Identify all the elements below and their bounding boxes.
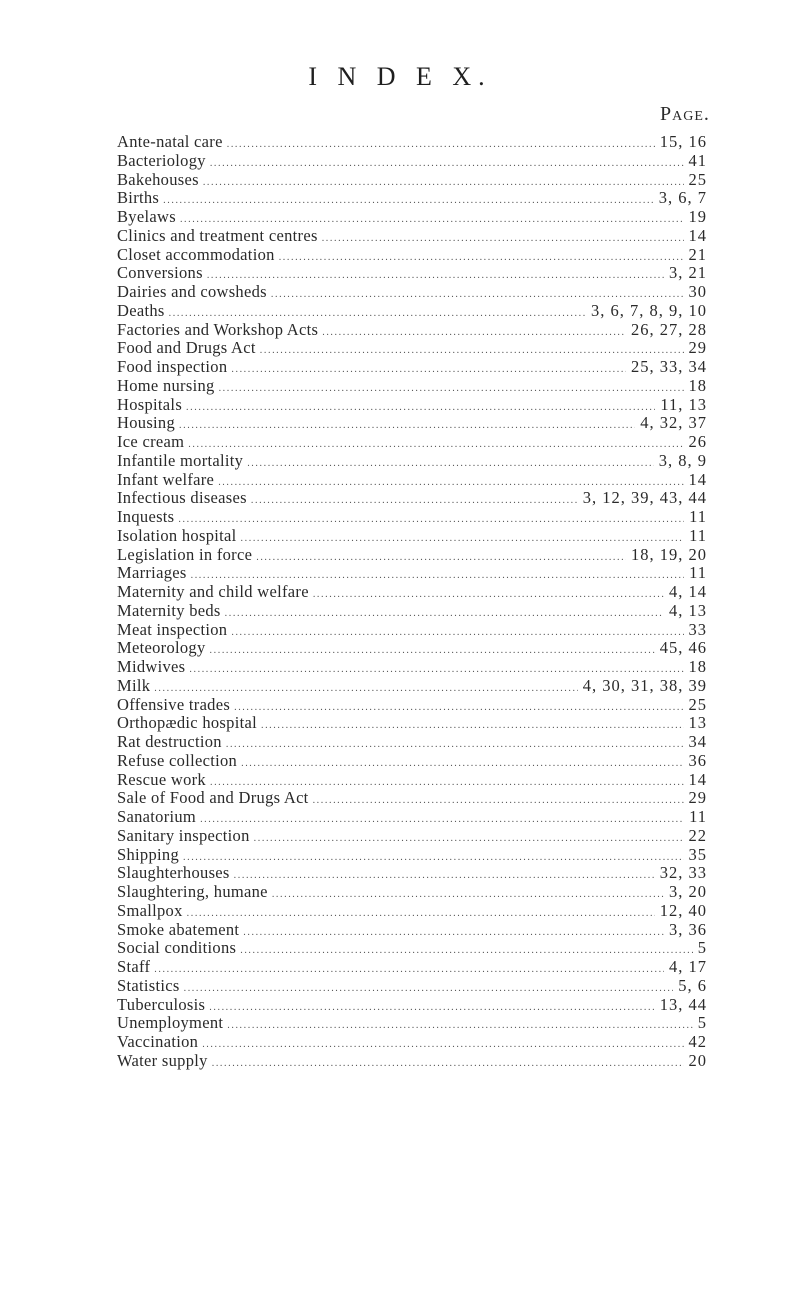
index-page-numbers: 5 <box>697 938 707 958</box>
index-entry <box>117 358 707 377</box>
index-entry <box>117 208 707 227</box>
index-term: Hospitals <box>117 394 183 414</box>
index-entry <box>117 508 707 527</box>
dot-leader <box>226 736 684 755</box>
index-term: Inquests <box>117 507 175 526</box>
dot-leader <box>231 361 626 380</box>
index-term: Offensive trades <box>117 694 231 714</box>
index-entry <box>117 846 707 865</box>
index-page-numbers: 3, 6, 7, 8, 9, 10 <box>591 300 707 320</box>
dot-leader <box>256 549 626 568</box>
index-page-numbers: 22 <box>688 825 707 845</box>
index-term: Rescue work <box>117 769 206 789</box>
index-page-numbers: 21 <box>688 244 707 264</box>
index-page-numbers: 32, 33 <box>659 863 707 883</box>
dot-leader <box>227 1017 693 1036</box>
index-entry <box>117 564 707 583</box>
dot-leader <box>210 642 655 661</box>
index-entry <box>117 583 707 602</box>
index-term: Midwives <box>117 657 186 676</box>
index-page-numbers: 18 <box>688 657 707 676</box>
dot-leader <box>241 530 685 549</box>
index-title: I N D E X. <box>308 62 492 91</box>
dot-leader <box>179 417 635 436</box>
index-term: Water supply <box>117 1050 208 1070</box>
index-page-numbers: 4, 32, 37 <box>640 413 707 433</box>
index-term: Marriages <box>117 563 187 583</box>
index-entry <box>117 696 707 715</box>
index-entry <box>117 733 707 752</box>
index-entry <box>117 939 707 958</box>
index-term: Housing <box>117 413 176 433</box>
index-list <box>117 133 707 1071</box>
dot-leader <box>184 980 674 999</box>
index-term: Bakehouses <box>117 169 199 189</box>
dot-leader <box>234 699 683 718</box>
index-entry <box>117 171 707 190</box>
index-page-numbers: 45, 46 <box>659 638 707 658</box>
index-page-numbers: 29 <box>688 788 707 808</box>
dot-leader <box>163 192 654 211</box>
index-page-numbers: 18, 19, 20 <box>631 544 707 564</box>
dot-leader <box>313 586 664 605</box>
index-page-numbers: 11 <box>689 525 707 545</box>
index-entry <box>117 546 707 565</box>
dot-leader <box>272 886 664 905</box>
index-entry <box>117 377 707 396</box>
index-term: Sanitary inspection <box>117 825 250 845</box>
dot-leader <box>200 811 684 830</box>
index-term: Vaccination <box>117 1032 199 1051</box>
index-entry <box>117 621 707 640</box>
index-term: Orthopædic hospital <box>117 713 257 733</box>
index-entry <box>117 414 707 433</box>
index-term: Unemployment <box>117 1013 224 1033</box>
index-entry <box>117 189 707 208</box>
index-term: Sanatorium <box>117 807 197 826</box>
index-term: Factories and Workshop Acts <box>117 319 319 339</box>
dot-leader <box>212 1055 684 1074</box>
index-term: Rat destruction <box>117 732 222 751</box>
index-page-numbers: 3, 21 <box>669 263 707 283</box>
index-entry <box>117 996 707 1015</box>
index-entry <box>117 714 707 733</box>
dot-leader <box>219 380 684 399</box>
index-term: Infant welfare <box>117 469 215 489</box>
index-entry <box>117 227 707 246</box>
dot-leader <box>261 717 684 736</box>
index-page-numbers: 26, 27, 28 <box>631 319 707 339</box>
index-term: Infectious diseases <box>117 488 247 508</box>
index-term: Food inspection <box>117 357 228 376</box>
dot-leader <box>254 830 684 849</box>
index-page-numbers: 13 <box>688 713 707 733</box>
index-page-numbers: 42 <box>688 1032 707 1051</box>
dot-leader <box>243 924 664 943</box>
index-entry <box>117 902 707 921</box>
dot-leader <box>231 624 683 643</box>
index-page-numbers: 36 <box>688 750 707 770</box>
index-page-numbers: 19 <box>688 207 707 226</box>
index-term: Staff <box>117 957 151 976</box>
index-entry <box>117 321 707 340</box>
index-page-numbers: 4, 30, 31, 38, 39 <box>582 675 707 695</box>
dot-leader <box>227 136 655 155</box>
index-entry <box>117 602 707 621</box>
index-page-numbers: 3, 8, 9 <box>658 450 707 470</box>
dot-leader <box>240 942 693 961</box>
dot-leader <box>322 324 626 343</box>
dot-leader <box>247 455 654 474</box>
dot-leader <box>322 230 684 249</box>
page-column-header: Page. <box>660 103 710 125</box>
index-page-numbers: 11 <box>689 807 707 826</box>
index-entry <box>117 808 707 827</box>
dot-leader <box>251 492 578 511</box>
index-term: Statistics <box>117 975 180 995</box>
index-page-numbers: 4, 14 <box>669 582 707 601</box>
index-term: Closet accommodation <box>117 244 275 264</box>
index-term: Conversions <box>117 263 203 283</box>
dot-leader <box>279 249 684 268</box>
index-term: Tuberculosis <box>117 994 206 1014</box>
index-entry <box>117 771 707 790</box>
index-entry <box>117 527 707 546</box>
index-page-numbers: 4, 17 <box>669 957 707 976</box>
index-page-numbers: 18 <box>688 375 707 395</box>
index-page-numbers: 13, 44 <box>659 994 707 1014</box>
index-page-numbers: 11, 13 <box>660 394 707 414</box>
index-page-numbers: 3, 20 <box>669 882 707 901</box>
index-page-numbers: 29 <box>688 338 707 358</box>
index-term: Smallpox <box>117 900 183 920</box>
index-page-numbers: 33 <box>688 619 707 639</box>
index-entry <box>117 396 707 415</box>
index-entry <box>117 264 707 283</box>
index-page-numbers: 25 <box>688 694 707 714</box>
index-page-numbers: 20 <box>688 1050 707 1070</box>
index-term: Maternity and child welfare <box>117 582 309 601</box>
index-term: Isolation hospital <box>117 525 237 545</box>
index-entry <box>117 677 707 696</box>
index-term: Bacteriology <box>117 150 206 170</box>
index-page-numbers: 3, 36 <box>669 919 707 939</box>
index-page-numbers: 14 <box>688 769 707 789</box>
index-term: Sale of Food and Drugs Act <box>117 788 309 808</box>
dot-leader <box>154 961 664 980</box>
index-entry <box>117 246 707 265</box>
index-term: Maternity beds <box>117 600 221 620</box>
index-entry <box>117 883 707 902</box>
index-page-numbers: 11 <box>689 507 707 526</box>
index-term: Ante-natal care <box>117 132 223 151</box>
index-entry <box>117 133 707 152</box>
index-term: Smoke abatement <box>117 919 240 939</box>
dot-leader <box>186 399 655 418</box>
index-page-numbers: 35 <box>688 844 707 864</box>
index-term: Slaughtering, humane <box>117 882 268 901</box>
index-term: Deaths <box>117 300 165 320</box>
index-term: Milk <box>117 675 151 695</box>
index-term: Slaughterhouses <box>117 863 230 883</box>
index-entry <box>117 1033 707 1052</box>
index-entry <box>117 489 707 508</box>
dot-leader <box>183 849 684 868</box>
index-page-numbers: 26 <box>688 432 707 451</box>
dot-leader <box>210 155 684 174</box>
index-term: Refuse collection <box>117 750 238 770</box>
dot-leader <box>207 267 664 286</box>
dot-leader <box>241 755 683 774</box>
index-term: Legislation in force <box>117 544 253 564</box>
index-entry <box>117 789 707 808</box>
index-entry <box>117 827 707 846</box>
index-page-numbers: 14 <box>688 225 707 245</box>
index-term: Social conditions <box>117 938 237 958</box>
index-page-numbers: 5, 6 <box>678 975 707 995</box>
index-entry <box>117 864 707 883</box>
index-entry <box>117 658 707 677</box>
index-page-numbers: 12, 40 <box>659 900 707 920</box>
index-term: Dairies and cowsheds <box>117 282 267 301</box>
index-entry <box>117 339 707 358</box>
index-page-numbers: 15, 16 <box>659 132 707 151</box>
index-term: Births <box>117 188 160 208</box>
index-term: Ice cream <box>117 432 185 451</box>
dot-leader <box>260 342 684 361</box>
index-page-numbers: 25, 33, 34 <box>631 357 707 376</box>
index-entry <box>117 921 707 940</box>
index-entry <box>117 452 707 471</box>
index-term: Infantile mortality <box>117 450 244 470</box>
index-entry <box>117 639 707 658</box>
dot-leader <box>178 511 684 530</box>
index-term: Byelaws <box>117 207 176 226</box>
index-page-numbers: 5 <box>697 1013 707 1033</box>
index-page-numbers: 41 <box>688 150 707 170</box>
index-page-numbers: 14 <box>688 469 707 489</box>
index-entry <box>117 152 707 171</box>
index-term: Meteorology <box>117 638 206 658</box>
index-entry <box>117 752 707 771</box>
index-entry <box>117 283 707 302</box>
dot-leader <box>203 174 684 193</box>
dot-leader <box>313 792 684 811</box>
index-page-numbers: 4, 13 <box>669 600 707 620</box>
dot-leader <box>202 1036 683 1055</box>
index-entry <box>117 302 707 321</box>
dot-leader <box>188 436 683 455</box>
dot-leader <box>209 999 654 1018</box>
index-page-numbers: 3, 12, 39, 43, 44 <box>582 488 707 508</box>
index-entry <box>117 1052 707 1071</box>
dot-leader <box>187 905 655 924</box>
index-term: Meat inspection <box>117 619 228 639</box>
index-entry <box>117 471 707 490</box>
dot-leader <box>234 867 655 886</box>
index-page-numbers: 34 <box>688 732 707 751</box>
index-entry <box>117 958 707 977</box>
index-term: Food and Drugs Act <box>117 338 256 358</box>
index-page-numbers: 30 <box>688 282 707 301</box>
index-page-numbers: 25 <box>688 169 707 189</box>
index-page-numbers: 3, 6, 7 <box>658 188 707 208</box>
index-term: Shipping <box>117 844 179 864</box>
index-page-numbers: 11 <box>689 563 707 583</box>
index-term: Clinics and treatment centres <box>117 225 318 245</box>
index-entry <box>117 1014 707 1033</box>
dot-leader <box>225 605 664 624</box>
index-entry <box>117 433 707 452</box>
index-entry <box>117 977 707 996</box>
index-term: Home nursing <box>117 375 215 395</box>
